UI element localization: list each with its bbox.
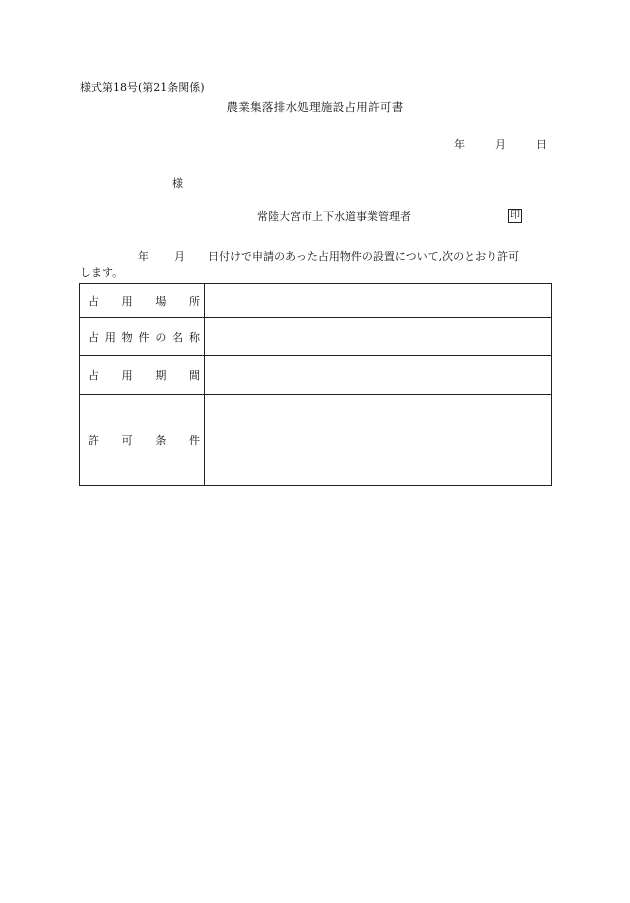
label-char: 称 — [188, 330, 200, 344]
label-char: 件 — [188, 434, 200, 447]
label-char: 条 — [155, 434, 167, 447]
value-permit-conditions[interactable] — [205, 395, 552, 486]
label-char: 期 — [155, 369, 167, 382]
value-occupancy-period[interactable] — [205, 356, 552, 395]
occupancy-table — [79, 283, 552, 486]
row-label-occupancy-place — [80, 284, 205, 318]
seal-mark: 印 — [510, 210, 520, 221]
body-text-line-2: します。 — [80, 266, 124, 279]
label-char: 許 — [88, 434, 99, 447]
addressee-suffix: 様 — [172, 177, 183, 190]
body-text: 日付けで申請のあった占用物件の設置について,次のとおり許可 — [208, 250, 520, 263]
table-row — [80, 284, 552, 318]
issue-date-line — [454, 139, 547, 150]
form-number: 様式第18号(第21条関係) — [80, 81, 205, 94]
label-char: 用 — [121, 369, 133, 382]
label-char: 用 — [121, 294, 133, 308]
row-label-object-name — [80, 318, 205, 356]
label-char: 可 — [121, 434, 133, 447]
label-char: 占 — [88, 369, 99, 382]
table-row — [80, 356, 552, 395]
issuer-name: 常陸大宮市上下水道事業管理者 — [257, 210, 411, 223]
body-year-label: 年 — [138, 250, 149, 263]
date-month-label: 月 — [495, 138, 506, 151]
label-char: 所 — [188, 294, 200, 308]
date-year-label: 年 — [454, 138, 465, 151]
label-char: 用 — [104, 330, 116, 344]
row-label-occupancy-period — [80, 356, 205, 395]
value-occupancy-place[interactable] — [205, 284, 552, 318]
label-char: 占 — [88, 294, 99, 308]
table-row — [80, 395, 552, 486]
label-char: 占 — [88, 330, 99, 344]
label-char: 場 — [155, 294, 167, 308]
value-object-name[interactable] — [205, 318, 552, 356]
label-char: の — [155, 330, 167, 344]
date-day-label: 日 — [536, 138, 547, 151]
table-row — [80, 318, 552, 356]
row-label-permit-conditions — [80, 395, 205, 486]
body-month-label: 月 — [174, 250, 185, 263]
document-title: 農業集落排水処理施設占用許可書 — [226, 100, 404, 114]
label-char: 物 — [121, 330, 133, 344]
label-char: 名 — [172, 330, 184, 344]
label-char: 間 — [188, 369, 200, 382]
label-char: 件 — [138, 330, 150, 344]
